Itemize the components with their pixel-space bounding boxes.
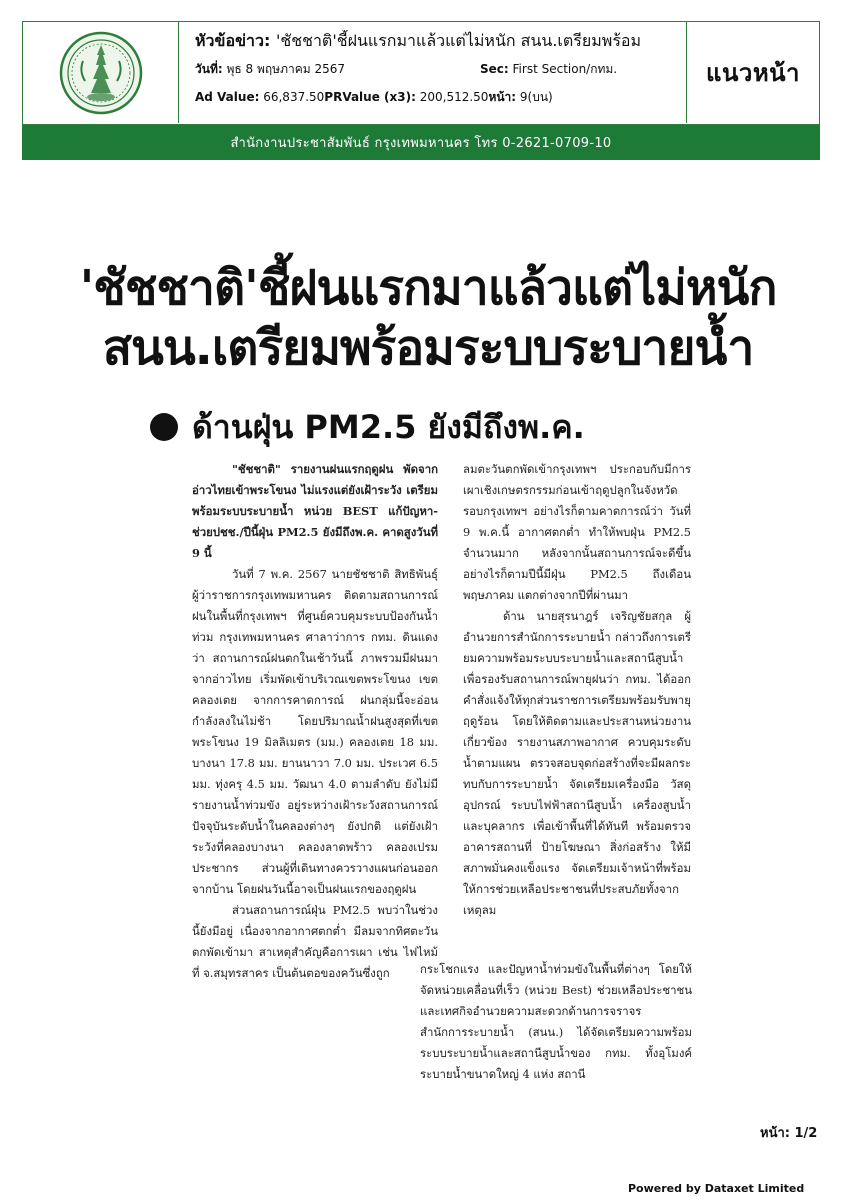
section-field: [480, 61, 617, 77]
clipping-info: [179, 22, 687, 123]
publication-cell: [687, 22, 819, 123]
article-paragraph: ด้าน นายสุรนาฎร์ เจริญชัยสกุล ผู้อำนวยการสำนักการระบายน้ำ กล่าวถึงการเตรียมความพร้อมระบบระบายน้ำและสถานีสูบน้ำเพื่อรองรับสถานการณ์พายุฝนว่า กทม. ได้ออกคำสั่งแจ้งให้ทุกส่วนราชการเตรียมพร้อมรับพายุฤดูร้อน โดยให้ติดตามและประสานหน่วยงานเกี่ยวข้อง รายงานสภาพอากาศ ควบคุมระดับน้ำตามแผน ตรวจสอบจุดก่อสร้างที่จะมีผลกระทบกับการระบายน้ำ จัดเตรียมเครื่องมือ วัสดุ อุปกรณ์ ระบบไฟฟ้าสถานีสูบน้ำ เครื่องสูบน้ำ และบุคลากร เพื่อเข้าพื้นที่ได้ทันที พร้อมตรวจอาคารสถานที่ ป้ายโฆษณา สิ่งก่อสร้าง ให้มีสภาพมั่นคงแข็งแรง จัดเตรียมเจ้าหน้าที่พร้อมให้การช่วยเหลือประชาชนที่ประสบภัยทั้งจากเหตุลม: [463, 609, 691, 917]
ad-label: Ad Value:: [195, 90, 260, 104]
subhead-text: ด้านฝุ่น PM2.5 ยังมีถึงพ.ค.: [192, 408, 585, 446]
page-counter: หน้า: 1/2: [760, 1126, 818, 1141]
article-lead: "ชัชชาติ" รายงานฝนแรกฤดูฝน พัดจากอ่าวไทยเข้าพระโขนง ไม่แรงแต่ยังเฝ้าระวัง เตรียมพร้อมระบบระบายน้ำ หน่วย BEST แก้ปัญหา-ช่วยปชช./ปีนี้ฝุ่น PM2.5 ยังมีถึงพ.ค. คาดสูงวันที่ 9 นี้: [192, 462, 438, 560]
value-row: [195, 89, 686, 105]
agency-bar: สำนักงานประชาสัมพันธ์ กรุงเทพมหานคร โทร 0-2621-0709-10: [22, 125, 820, 160]
page-value: 9(บน): [519, 90, 553, 104]
page-label: หน้า:: [488, 90, 517, 104]
sec-label: Sec:: [480, 62, 509, 76]
headline-field: [195, 30, 686, 52]
clipping-header: [22, 21, 820, 125]
article-paragraph: ลมตะวันตกพัดเข้ากรุงเทพฯ ประกอบกับมีการเผาเชิงเกษตรกรรมก่อนเข้าฤดูปลูกในจังหวัดรอบกรุงเทพฯ อย่างไรก็ตามคาดการณ์ว่า วันที่ 9 พ.ค.นี้ อากาศตกต่ำ ทำให้พบฝุ่น PM2.5 จำนวนมาก หลังจากนั้นสถานการณ์จะดีขึ้น อย่างไรก็ตามปีนี้มีฝุ่น PM2.5 ถึงเดือนพฤษภาคม แตกต่างจากปีที่ผ่านมา: [463, 462, 691, 602]
date-row: [195, 61, 686, 77]
bma-seal-icon: [59, 31, 143, 115]
ad-value: 66,837.50: [263, 90, 325, 104]
headline-line-2: สนน.เตรียมพร้อมระบบระบายน้ำ: [102, 320, 754, 376]
pr-value: 200,512.50: [419, 90, 489, 104]
article-column-1: [192, 459, 438, 984]
article-subhead: [150, 405, 710, 449]
headline-label: หัวข้อข่าว:: [195, 31, 271, 50]
article-column-2-continued: [420, 959, 692, 1085]
headline-line-1: 'ชัชชาติ'ชี้ฝนแรกมาแล้วแต่ไม่หนัก: [79, 260, 777, 316]
date-label: วันที่:: [195, 62, 223, 76]
bullet-icon: [150, 413, 178, 441]
article-paragraph: วันที่ 7 พ.ค. 2567 นายชัชชาติ สิทธิพันธุ์ ผู้ว่าราชการกรุงเทพมหานคร ติดตามสถานการณ์ฝนในพื้นที่กรุงเทพฯ ที่ศูนย์ควบคุมระบบป้องกันน้ำท่วม กรุงเทพมหานคร ศาลาว่าการ กทม. ดินแดง ว่า สถานการณ์ฝนตกในเช้าวันนี้ ภาพรวมมีฝนมาจากอ่าวไทย เริ่มพัดเข้าบริเวณเขตพระโขนง เขตคลองเตย จากการคาดการณ์ ฝนกลุ่มนี้จะอ่อนกำลังลงในไม่ช้า โดยปริมาณน้ำฝนสูงสุดที่เขตพระโขนง 19 มิลลิเมตร (มม.) คลองเตย 18 มม. บางนา 17.8 มม. ยานนาวา 7.0 มม. ประเวศ 6.5 มม. ทุ่งครุ 4.5 มม. วัฒนา 4.0 ตามลำดับ ยังไม่มีรายงานน้ำท่วมขัง อยู่ระหว่างเฝ้าระวังสถานการณ์ ปัจจุบันระดับน้ำในคลองต่างๆ ยังปกติ แต่ยังเฝ้าระวังที่คลองบางนา คลองลาดพร้าว คลองเปรมประชากร ส่วนผู้ที่เดินทางควรวางแผนก่อนออกจากบ้าน โดยฝนวันนี้อาจเป็นฝนแรกของฤดูฝน: [192, 567, 438, 896]
powered-by: Powered by Dataxet Limited: [628, 1182, 805, 1195]
article-paragraph: ส่วนสถานการณ์ฝุ่น PM2.5 พบว่าในช่วงนี้ยังมีอยู่ เนื่องจากอากาศตกต่ำ มีลมจากทิศตะวันตกพัดเข้ามา สาเหตุสำคัญคือการเผา เช่น ไฟไหม้ที่ จ.สมุทรสาคร เป็นต้นตอของควันซึ่งถูก: [192, 903, 438, 980]
pr-label: PRValue (x3):: [324, 90, 416, 104]
article-paragraph: กระโชกแรง และปัญหาน้ำท่วมขังในพื้นที่ต่างๆ โดยให้จัดหน่วยเคลื่อนที่เร็ว (หน่วย Best) ช่วยเหลือประชาชน และเทศกิจอำนวยความสะดวกด้านการจราจร: [420, 962, 692, 1018]
logo-cell: [23, 22, 179, 123]
date-value: พุธ 8 พฤษภาคม 2567: [226, 62, 346, 76]
sec-value: First Section/กทม.: [512, 62, 618, 76]
headline-value: 'ชัชชาติ'ชี้ฝนแรกมาแล้วแต่ไม่หนัก สนน.เตรียมพร้อม: [275, 31, 642, 50]
article-paragraph: สำนักการระบายน้ำ (สนน.) ได้จัดเตรียมความพร้อมระบบระบายน้ำและสถานีสูบน้ำของ กทม. ทั้งอุโมงค์ระบายน้ำขนาดใหญ่ 4 แห่ง สถานี: [420, 1025, 692, 1081]
publication-name: แนวหน้า: [705, 60, 801, 87]
date-field: [195, 61, 433, 77]
article-headline: [48, 258, 808, 378]
article-column-2: [463, 459, 691, 921]
